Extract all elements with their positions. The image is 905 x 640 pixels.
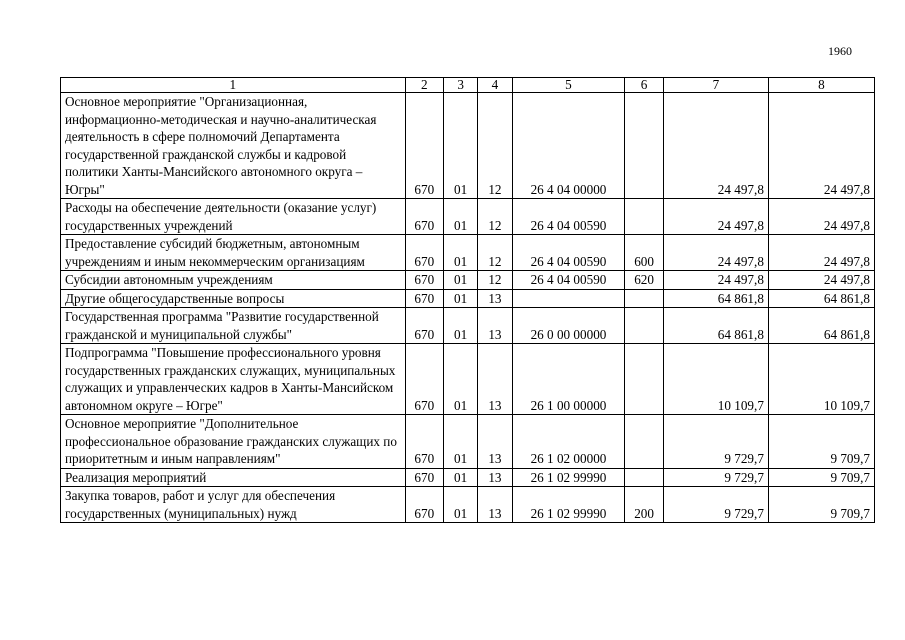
row-rz: 01 (444, 487, 478, 523)
row-pr: 13 (478, 415, 512, 469)
row-rz: 01 (444, 271, 478, 290)
table-row (61, 199, 875, 235)
row-ved: 670 (405, 415, 443, 469)
row-csr: 26 0 00 00000 (512, 308, 625, 344)
row-csr: 26 1 02 99990 (512, 487, 625, 523)
row-rz: 01 (444, 93, 478, 199)
table-row (61, 289, 875, 308)
row-ved: 670 (405, 271, 443, 290)
row-sum-col7: 24 497,8 (663, 199, 768, 235)
row-name: Основное мероприятие "Организационная, информационно-методическая и научно-аналитическая деятельность в сфере полномочий Департамента государственной гражданской службы и кадровой политики Ханты-Мансийского автономного округа – Югры" (61, 93, 406, 199)
row-name: Субсидии автономным учреждениям (61, 271, 406, 290)
row-pr: 13 (478, 487, 512, 523)
row-csr (512, 289, 625, 308)
row-ved: 670 (405, 344, 443, 415)
row-name: Государственная программа "Развитие государственной гражданской и муниципальной службы" (61, 308, 406, 344)
row-pr: 12 (478, 235, 512, 271)
row-sum-col7: 64 861,8 (663, 308, 768, 344)
row-rz: 01 (444, 415, 478, 469)
row-sum-col8: 24 497,8 (768, 93, 874, 199)
row-csr: 26 1 00 00000 (512, 344, 625, 415)
header-col-8: 8 (768, 78, 874, 93)
row-vr: 600 (625, 235, 663, 271)
row-rz: 01 (444, 199, 478, 235)
row-name: Предоставление субсидий бюджетным, автономным учреждениям и иным некоммерческим организациям (61, 235, 406, 271)
budget-table-body (61, 78, 875, 523)
row-vr (625, 344, 663, 415)
row-sum-col7: 9 729,7 (663, 468, 768, 487)
row-vr (625, 93, 663, 199)
header-col-1: 1 (61, 78, 406, 93)
row-ved: 670 (405, 308, 443, 344)
row-name: Закупка товаров, работ и услуг для обеспечения государственных (муниципальных) нужд (61, 487, 406, 523)
header-col-7: 7 (663, 78, 768, 93)
row-sum-col8: 24 497,8 (768, 235, 874, 271)
row-sum-col8: 64 861,8 (768, 308, 874, 344)
row-sum-col7: 9 729,7 (663, 487, 768, 523)
row-ved: 670 (405, 487, 443, 523)
table-row (61, 235, 875, 271)
header-col-3: 3 (444, 78, 478, 93)
row-sum-col7: 24 497,8 (663, 271, 768, 290)
row-rz: 01 (444, 468, 478, 487)
row-ved: 670 (405, 93, 443, 199)
row-sum-col8: 9 709,7 (768, 487, 874, 523)
row-vr: 620 (625, 271, 663, 290)
row-sum-col8: 64 861,8 (768, 289, 874, 308)
row-vr (625, 199, 663, 235)
row-csr: 26 4 04 00000 (512, 93, 625, 199)
table-row (61, 487, 875, 523)
row-sum-col7: 24 497,8 (663, 93, 768, 199)
row-name: Расходы на обеспечение деятельности (оказание услуг) государственных учреждений (61, 199, 406, 235)
row-sum-col8: 24 497,8 (768, 271, 874, 290)
row-sum-col8: 10 109,7 (768, 344, 874, 415)
row-vr (625, 468, 663, 487)
row-sum-col8: 9 709,7 (768, 468, 874, 487)
row-ved: 670 (405, 235, 443, 271)
row-vr: 200 (625, 487, 663, 523)
row-pr: 13 (478, 468, 512, 487)
row-sum-col7: 10 109,7 (663, 344, 768, 415)
row-sum-col8: 9 709,7 (768, 415, 874, 469)
row-rz: 01 (444, 344, 478, 415)
row-sum-col7: 24 497,8 (663, 235, 768, 271)
table-row (61, 271, 875, 290)
row-csr: 26 4 04 00590 (512, 271, 625, 290)
page-number: 1960 (828, 44, 852, 58)
row-pr: 12 (478, 271, 512, 290)
row-pr: 13 (478, 344, 512, 415)
row-ved: 670 (405, 468, 443, 487)
table-row (61, 308, 875, 344)
row-name: Подпрограмма "Повышение профессионального уровня государственных гражданских служащих, муниципальных служащих и управленческих кадров в Ханты-Мансийском автономном округе – Югре" (61, 344, 406, 415)
table-row (61, 93, 875, 199)
row-sum-col8: 24 497,8 (768, 199, 874, 235)
table-row (61, 344, 875, 415)
row-pr: 12 (478, 199, 512, 235)
row-csr: 26 1 02 99990 (512, 468, 625, 487)
row-vr (625, 289, 663, 308)
row-csr: 26 4 04 00590 (512, 235, 625, 271)
header-col-6: 6 (625, 78, 663, 93)
row-vr (625, 308, 663, 344)
row-csr: 26 1 02 00000 (512, 415, 625, 469)
header-col-5: 5 (512, 78, 625, 93)
row-name: Реализация мероприятий (61, 468, 406, 487)
row-rz: 01 (444, 308, 478, 344)
header-col-4: 4 (478, 78, 512, 93)
row-csr: 26 4 04 00590 (512, 199, 625, 235)
row-sum-col7: 64 861,8 (663, 289, 768, 308)
table-row (61, 468, 875, 487)
header-col-2: 2 (405, 78, 443, 93)
row-ved: 670 (405, 199, 443, 235)
row-vr (625, 415, 663, 469)
row-name: Другие общегосударственные вопросы (61, 289, 406, 308)
table-header-row (61, 78, 875, 93)
row-rz: 01 (444, 235, 478, 271)
row-ved: 670 (405, 289, 443, 308)
row-sum-col7: 9 729,7 (663, 415, 768, 469)
row-pr: 12 (478, 93, 512, 199)
row-name: Основное мероприятие "Дополнительное профессиональное образование гражданских служащих по приоритетным и иным направлениям" (61, 415, 406, 469)
row-pr: 13 (478, 308, 512, 344)
row-pr: 13 (478, 289, 512, 308)
budget-table (60, 77, 875, 523)
table-row (61, 415, 875, 469)
row-rz: 01 (444, 289, 478, 308)
